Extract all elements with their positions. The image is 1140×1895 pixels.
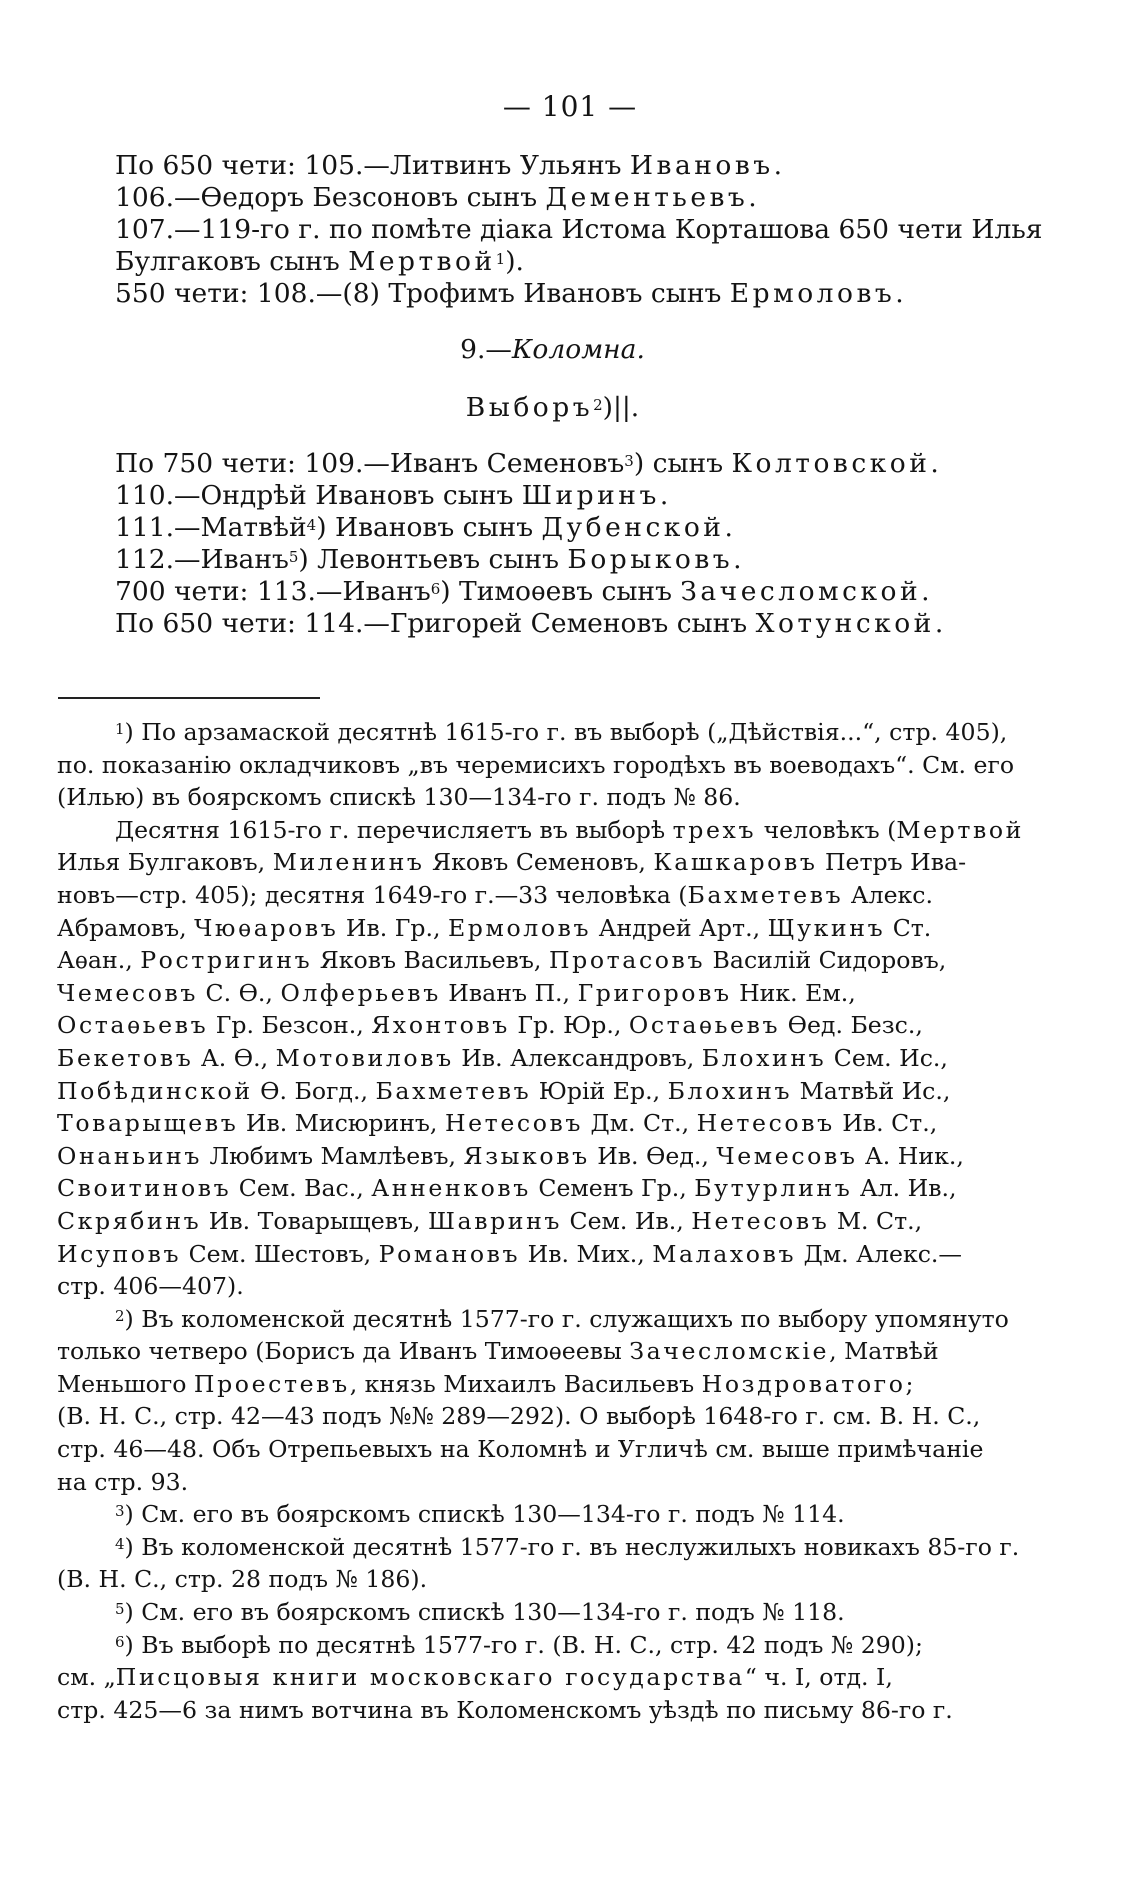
text-run: Петръ Ива- (817, 848, 967, 877)
text-run: ) Въ выборѣ по десятнѣ 1577-го г. (В. Н. С., стр. 42 подъ № 290); (124, 1630, 923, 1659)
text-run: М. Ст., (829, 1206, 923, 1235)
roster-line (115, 512, 990, 544)
footnote-line (57, 879, 997, 912)
text-run: 107.—119-го г. по помѣте діака Истома Корташова 650 чети Илья (115, 214, 1043, 245)
spaced-name: Ноздроватого (701, 1369, 906, 1398)
subheading-tail: )||. (602, 392, 640, 423)
text-run: Ив. Гр., (338, 913, 448, 942)
footnote-ref: 2 (115, 1306, 125, 1325)
roster-line (115, 246, 990, 278)
footnote-line (57, 814, 1025, 847)
text-run: Ив. Мисюринъ, (238, 1109, 445, 1138)
footnote-ref: 6 (115, 1632, 125, 1651)
spaced-name: Чемесовъ (716, 1141, 858, 1170)
footnote-line (57, 749, 1015, 782)
spaced-name: Мотовиловъ (275, 1043, 454, 1072)
text-run: Любимъ Мамлѣевъ, (201, 1141, 464, 1170)
spaced-name: Протасовъ (548, 946, 706, 975)
footnote-ref: 3 (624, 452, 634, 470)
footnote-ref: 1 (115, 720, 125, 738)
footnote-line (57, 1400, 997, 1433)
footnote-line (57, 1596, 997, 1629)
spaced-name: Остаѳьевъ (57, 1011, 209, 1040)
text-run: новъ—стр. 405); десятня 1649-го г.—33 человѣка ( (57, 880, 688, 909)
text-run: А. Ѳ., (193, 1043, 276, 1072)
text-run: 550 чети: 108.—(8) Трофимъ Ивановъ сынъ (115, 278, 730, 309)
spaced-name: Шавринъ (428, 1206, 563, 1235)
spaced-name: Своитиновъ (57, 1174, 232, 1203)
text-run: Булгаковъ сынъ (115, 246, 349, 277)
text-run: ) Въ коломенской десятнѣ 1577-го г. служащихъ по выбору упомянуто (124, 1304, 1009, 1333)
roster-line (115, 544, 990, 576)
spaced-name: Яхонтовъ (371, 1011, 510, 1040)
footnote-line (57, 1661, 997, 1694)
text-run: ) Тимоѳевъ сынъ (440, 576, 681, 607)
roster-line (115, 608, 990, 640)
footnote-ref: 3 (115, 1502, 125, 1521)
roster-line (115, 480, 990, 512)
text-run: Иванъ П., (440, 978, 578, 1007)
spaced-name: Бахметевъ (687, 880, 844, 909)
footnotes (57, 716, 1025, 1726)
spaced-name: Григоровъ (577, 978, 732, 1007)
roster-block-1 (115, 150, 1043, 310)
text-run: Аѳан., (57, 946, 141, 975)
text-run: Ив. Мих., (520, 1239, 653, 1268)
spaced-name: Анненковъ (371, 1174, 531, 1203)
footnote-line (57, 1172, 997, 1205)
spaced-name: Ростригинъ (140, 946, 313, 975)
text-run: на стр. 93. (57, 1467, 189, 1496)
footnote-line (57, 1466, 997, 1499)
text-run: А. Ник., (857, 1141, 964, 1170)
footnote-line (57, 912, 997, 945)
spaced-name: Остаѳьевъ (628, 1011, 781, 1040)
text-run: Ст. (885, 913, 932, 942)
footnote-line (57, 1531, 1020, 1564)
spaced-name: Бахметевъ (375, 1076, 532, 1105)
text-run: 110.—Ондрѣй Ивановъ сынъ (115, 480, 522, 511)
text-run: Ѳед. Безс., (780, 1011, 923, 1040)
text-run: Алекс. (843, 880, 933, 909)
text-run: Ник. Ем., (731, 978, 856, 1007)
spaced-name: Нетесовъ (696, 1109, 835, 1138)
text-run: Дм. Алекс.— (796, 1239, 963, 1268)
text-run: ) Левонтьевъ сынъ (298, 544, 568, 575)
text-run: Ѳ. Богд., (252, 1076, 376, 1105)
subheading-word: Выборъ (465, 392, 594, 423)
text-run: Василій Сидоровъ, (705, 946, 947, 975)
footnote-line (57, 1042, 997, 1075)
text-run: ) По арзамаской десятнѣ 1615-го г. въ выборѣ („Дѣйствія...“, стр. 405), (124, 718, 1008, 746)
text-run: Сем. Шестовъ, (181, 1239, 379, 1268)
text-run: Семенъ Гр., (530, 1174, 695, 1203)
footnote-line (57, 977, 997, 1010)
spaced-name: Побѣдинской (57, 1076, 253, 1105)
footnote-ref: 5 (115, 1600, 125, 1619)
text-run: ) См. его въ боярскомъ спискѣ 130—134-го г. подъ № 118. (124, 1598, 845, 1627)
spaced-name: Миленинъ (272, 848, 425, 877)
spaced-name: Дементьевъ. (545, 182, 761, 213)
footnote-line (57, 716, 1008, 749)
spaced-name: Проестевъ (193, 1369, 350, 1398)
text-run: Десятня 1615-го г. перечисляетъ въ выборѣ (115, 815, 673, 844)
footnote-line (57, 1335, 997, 1368)
footnote-line (57, 1270, 997, 1303)
footnote-line (57, 1140, 997, 1173)
text-run: Ал. Ив., (852, 1174, 957, 1203)
spaced-name: Кашкаровъ (653, 848, 818, 877)
roster-line (115, 448, 990, 480)
spaced-name: Скрябинъ (57, 1206, 202, 1235)
roster-line (115, 150, 990, 182)
footnote-line (57, 1498, 997, 1531)
spaced-name: Нетесовъ (691, 1206, 830, 1235)
footnote-ref: 5 (288, 548, 299, 566)
text-run: Сем. Ис., (826, 1043, 948, 1072)
spaced-name: Ширинъ. (521, 480, 672, 511)
text-run: 106.—Өедоръ Безсоновъ сынъ (115, 182, 546, 213)
text-run: 700 чети: 113.—Иванъ (115, 576, 431, 607)
text-run: стр. 406—407). (57, 1272, 244, 1301)
text-run: ). (505, 246, 524, 277)
spaced-name: Онаньинъ (57, 1141, 202, 1170)
spaced-name: Ивановъ. (629, 150, 786, 181)
text-run: По 750 чети: 109.—Иванъ Семеновъ (115, 448, 625, 479)
footnote-line (57, 944, 997, 977)
spaced-name: Бекетовъ (57, 1043, 194, 1072)
spaced-name: Зачесломской. (680, 576, 934, 607)
text-run: по. показанію окладчиковъ „въ черемисихъ городѣхъ въ воеводахъ“. См. его (57, 750, 1015, 779)
text-run: (В. Н. С., стр. 28 подъ № 186). (57, 1565, 428, 1594)
spaced-name: Чемесовъ (57, 978, 199, 1007)
footnote-ref: 1 (495, 250, 506, 268)
footnote-ref: 4 (306, 516, 317, 534)
spaced-name: Зачесломскіе (629, 1337, 830, 1366)
footnote-line (57, 1075, 997, 1108)
spaced-name: Ермоловъ (447, 913, 592, 942)
text-run: ) См. его въ боярскомъ спискѣ 130—134-го г. подъ № 114. (124, 1500, 845, 1529)
spaced-name: Щукинъ (767, 913, 886, 942)
text-run: 111.—Матвѣй (115, 512, 307, 543)
spaced-name: Чюѳаровъ (194, 913, 339, 942)
text-run: ; (905, 1369, 914, 1398)
spaced-name: Романовъ (378, 1239, 521, 1268)
spaced-name: Борыковъ. (567, 544, 746, 575)
text-run: , князь Михаилъ Васильевъ (349, 1369, 702, 1398)
footnote-line (57, 1563, 997, 1596)
text-run: человѣкъ ( (756, 815, 897, 844)
footnote-line (57, 846, 997, 879)
text-run: Ив. Ст., (834, 1109, 938, 1138)
text-run: По 650 чети: 105.—Литвинъ Ульянъ (115, 150, 630, 181)
text-run: , Матвѣй (829, 1337, 939, 1366)
page-number: — 101 — (502, 90, 638, 123)
footnote-line (57, 1433, 997, 1466)
subheading (115, 392, 990, 424)
text-run: стр. 46—48. Объ Отрепьевыхъ на Коломнѣ и Угличѣ см. выше примѣчаніе (57, 1435, 984, 1464)
text-run: “ ч. I, отд. I, (744, 1663, 893, 1692)
roster-line (115, 576, 990, 608)
text-run: Дм. Ст., (583, 1109, 697, 1138)
section-heading (115, 334, 990, 366)
text-run: см. „ (57, 1663, 116, 1692)
spaced-name: Олферьевъ (280, 978, 441, 1007)
text-run: Абрамовъ, (57, 913, 195, 942)
spaced-name: трехъ (672, 815, 757, 844)
text-run: Илья Булгаковъ, (57, 848, 273, 877)
footnote-line (57, 1205, 997, 1238)
footnote-separator (58, 697, 320, 699)
main-text (115, 150, 1043, 640)
text-run: По 650 чети: 114.—Григорей Семеновъ сынъ (115, 608, 756, 639)
text-run: (Илью) въ боярскомъ спискѣ 130—134-го г. подъ № 86. (57, 783, 741, 812)
text-run: Ив. Товарыщевъ, (201, 1206, 428, 1235)
text-run: Сем. Вас., (231, 1174, 372, 1203)
spaced-name: Малаховъ (652, 1239, 797, 1268)
text-run: Ив. Ѳед., (589, 1141, 717, 1170)
footnote-line (57, 1107, 997, 1140)
text-run: С. Ѳ., (198, 978, 281, 1007)
spaced-name: Бутурлинъ (694, 1174, 853, 1203)
footnote-ref: 4 (115, 1534, 125, 1553)
footnote-line (57, 781, 997, 814)
spaced-name: Блохинъ (701, 1043, 827, 1072)
text-run: Сем. Ив., (562, 1206, 692, 1235)
text-run: Гр. Юр., (509, 1011, 629, 1040)
footnote-line (57, 1629, 997, 1662)
spaced-name: Блохинъ (667, 1076, 793, 1105)
spaced-name: Ермоловъ. (729, 278, 908, 309)
roster-line (115, 182, 990, 214)
footnote-ref: 6 (430, 580, 441, 598)
footnote-line (57, 1238, 997, 1271)
text-run: Андрей Арт., (591, 913, 768, 942)
text-run: Яковъ Васильевъ, (312, 946, 549, 975)
footnote-line (57, 1368, 997, 1401)
text-run: ) Ивановъ сынъ (316, 512, 542, 543)
text-run: Ив. Александровъ, (453, 1043, 702, 1072)
spaced-name: Мертвой (896, 815, 1025, 844)
roster-block-2 (115, 448, 990, 640)
text-run: Яковъ Семеновъ, (424, 848, 654, 877)
section-number: 9.— (460, 334, 512, 365)
footnote-line (57, 1694, 997, 1727)
text-run: Меньшого (57, 1369, 194, 1398)
text-run: Юрій Ер., (531, 1076, 668, 1105)
text-run: 112.—Иванъ (115, 544, 289, 575)
spaced-name: Писцовыя книги московскаго государства (115, 1663, 745, 1692)
footnote-ref: 2 (593, 396, 603, 414)
text-run: Матвѣй Ис., (792, 1076, 951, 1105)
footnote-line (57, 1303, 1009, 1336)
text-run: (В. Н. С., стр. 42—43 подъ №№ 289—292). О выборѣ 1648-го г. см. В. Н. С., (57, 1402, 981, 1431)
spaced-name: Дубенской. (541, 512, 737, 543)
text-run: ) Въ коломенской десятнѣ 1577-го г. въ неслужилыхъ новикахъ 85-го г. (124, 1532, 1020, 1561)
spaced-name: Исуповъ (57, 1239, 182, 1268)
roster-line (115, 278, 990, 310)
spaced-name: Товарыщевъ (57, 1109, 239, 1138)
text-run: только четверо (Борисъ да Иванъ Тимоѳеевы (57, 1337, 630, 1366)
spaced-name: Языковъ (463, 1141, 590, 1170)
spaced-name: Нетесовъ (444, 1109, 584, 1138)
text-run: стр. 425—6 за нимъ вотчина въ Коломенскомъ уѣздѣ по письму 86-го г. (57, 1695, 953, 1724)
roster-line (115, 214, 1043, 246)
spaced-name: Мертвой (348, 246, 496, 277)
text-run: Гр. Безсон., (208, 1011, 372, 1040)
text-run: ) сынъ (633, 448, 732, 479)
spaced-name: Колтовской. (731, 448, 943, 479)
spaced-name: Хотунской. (755, 608, 947, 639)
footnote-line (57, 1009, 997, 1042)
section-name: Коломна. (511, 334, 645, 365)
